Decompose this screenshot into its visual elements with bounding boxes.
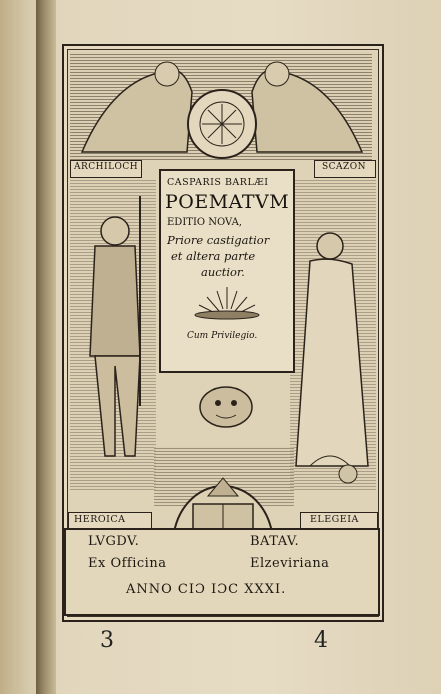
label-archiloch: ARCHILOCH <box>74 162 139 172</box>
grotesque-mask-ornament <box>196 384 256 430</box>
label-elegeia: ELEGEIA <box>310 514 359 525</box>
title-tablet <box>159 169 295 373</box>
book-gutter <box>36 0 56 694</box>
imprint-date: ANNO CIƆ IƆC XXXI. <box>126 582 287 597</box>
label-heroica: HEROICA <box>74 514 126 525</box>
label-scazon: SCAZON <box>322 162 367 172</box>
imprint-cartouche <box>64 528 380 616</box>
warrior-figure <box>70 186 160 486</box>
imprint-place-2: BATAV. <box>250 534 300 549</box>
author-name: CASPARIS BARLÆI <box>167 177 269 188</box>
privilege-line: Cum Privilegio. <box>187 331 258 341</box>
burning-flame-emblem <box>187 283 267 321</box>
reclining-figures <box>72 52 372 164</box>
imprint-place-1: LVGDV. <box>88 534 140 549</box>
book-title: POEMATVM <box>165 191 290 213</box>
subtitle-line-2: et altera parte <box>171 249 256 263</box>
subtitle-line-3: auctior. <box>201 265 245 279</box>
imprint-publisher-2: Elzeviriana <box>250 556 330 571</box>
handwritten-number-right: 4 <box>314 628 328 653</box>
edition-line: EDITIO NOVA, <box>167 217 242 228</box>
subtitle-line-1: Priore castigatior <box>167 233 270 247</box>
imprint-publisher-1: Ex Officina <box>88 556 167 571</box>
handwritten-number-left: 3 <box>100 628 114 653</box>
